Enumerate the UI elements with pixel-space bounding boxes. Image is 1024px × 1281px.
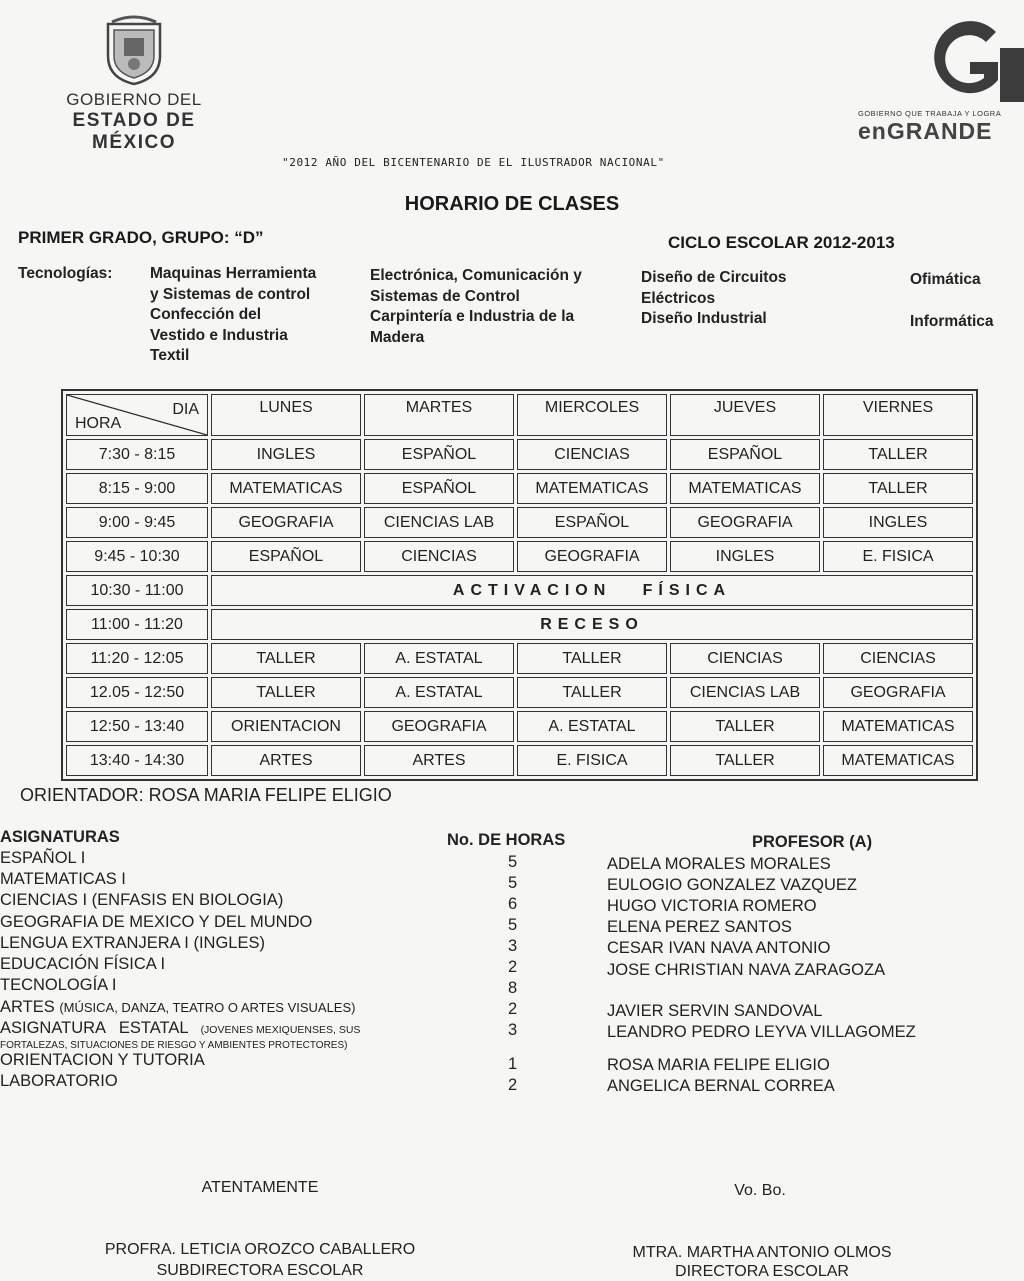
schedule-row [66,609,973,640]
gov-line-2: ESTADO DE MÉXICO [72,110,196,153]
tech-col-4 [910,270,994,332]
hours-value: 3 [508,937,518,955]
class-cell: GEOGRAFIA [211,507,361,538]
teacher-name: ANGELICA BERNAL CORREA [607,1077,835,1095]
teacher-name: ADELA MORALES MORALES [607,855,831,873]
teacher-name: JOSE CHRISTIAN NAVA ZARAGOZA [607,961,886,979]
class-cell: TALLER [211,643,361,674]
corner-hour-label: HORA [75,415,122,432]
day-header [211,394,361,436]
schedule-row [66,439,973,470]
subjects-heading: ASIGNATURAS [0,828,120,846]
day-header [517,394,667,436]
day-label: JUEVES [713,399,777,416]
hours-value: 6 [508,895,518,913]
approval-label: Vo. Bo. [734,1182,786,1199]
schedule-row [66,711,973,742]
tech-line: Eléctricos [641,289,716,307]
class-cell: INGLES [670,541,820,572]
schedule-row [66,677,973,708]
hours-value: 2 [508,1000,518,1018]
class-cell: CIENCIAS [364,541,514,572]
day-label: MIERCOLES [544,399,640,416]
time-cell: 10:30 - 11:00 [66,575,208,606]
class-cell: GEOGRAFIA [517,541,667,572]
time-cell: 9:00 - 9:45 [66,507,208,538]
teacher-name: ROSA MARIA FELIPE ELIGIO [607,1056,830,1074]
tech-line: Confección del [150,306,262,323]
grade-group: PRIMER GRADO, GRUPO: “D” [18,228,264,247]
sincerely-label: ATENTAMENTE [201,1179,319,1196]
class-cell: A. ESTATAL [517,711,667,742]
recess-span-cell: RECESO [211,609,973,640]
day-label: MARTES [405,399,473,416]
schedule-row [66,473,973,504]
tech-line: Sistemas de Control [370,287,520,305]
class-cell: ESPAÑOL [670,439,820,470]
hours-value: 5 [508,916,518,934]
class-cell: E. FISICA [517,745,667,776]
day-label: LUNES [259,399,313,416]
signer-right-name: MTRA. MARTHA ANTONIO OLMOS [632,1244,892,1261]
class-cell: INGLES [823,507,973,538]
motto: "2012 AÑO DEL BICENTENARIO DE EL ILUSTRADOR NACIONAL" [282,156,665,169]
activation-span-cell: ACTIVACION FÍSICA [211,575,973,606]
subject-name-arts [0,998,355,1017]
tech-line: Carpintería e Industria de la [370,308,575,325]
subject-name: ORIENTACION Y TUTORIA [0,1051,205,1069]
day-label: VIERNES [862,399,934,416]
tech-line: Diseño de Circuitos [641,269,787,286]
class-cell: INGLES [211,439,361,470]
class-cell: GEOGRAFIA [823,677,973,708]
class-cell: MATEMATICAS [211,473,361,504]
time-cell: 11:20 - 12:05 [66,643,208,674]
tech-line: Informática [910,312,994,330]
signer-right-role: DIRECTORA ESCOLAR [675,1263,849,1280]
hours-value: 1 [508,1055,518,1073]
class-cell: CIENCIAS [823,643,973,674]
tech-col-1 [150,264,316,367]
class-cell: ARTES [211,745,361,776]
hours-value: 5 [508,853,518,871]
schedule-row [66,507,973,538]
schedule-row [66,541,973,572]
class-cell: ARTES [364,745,514,776]
hours-heading: No. DE HORAS [447,831,566,849]
subject-name: MATEMATICAS I [0,870,126,888]
corner-cell [66,394,208,436]
class-cell: CIENCIAS LAB [364,507,514,538]
tech-line: Madera [370,328,425,346]
teacher-name: HUGO VICTORIA ROMERO [607,897,817,915]
subject-note-2: FORTALEZAS, SITUACIONES DE RIESGO Y AMBIENTES PROTECTORES) [0,1040,348,1051]
signer-left-name: PROFRA. LETICIA OROZCO CABALLERO [104,1241,416,1258]
teacher-name: EULOGIO GONZALEZ VAZQUEZ [607,876,857,894]
subject-name: GEOGRAFIA DE MEXICO Y DEL MUNDO [0,913,313,931]
schedule-row [66,745,973,776]
class-cell: E. FISICA [823,541,973,572]
class-cell: GEOGRAFIA [364,711,514,742]
day-header [823,394,973,436]
hours-value: 8 [508,979,518,997]
class-cell: ESPAÑOL [364,473,514,504]
signer-left-role: SUBDIRECTORA ESCOLAR [156,1262,364,1279]
schedule-row [66,643,973,674]
brand-name: enGRANDE [858,118,993,144]
schedule-row [66,575,973,606]
class-cell: TALLER [670,745,820,776]
teacher-name: LEANDRO PEDRO LEYVA VILLAGOMEZ [607,1023,916,1041]
class-cell: A. ESTATAL [364,643,514,674]
time-cell: 7:30 - 8:15 [66,439,208,470]
subject-name: ASIGNATURA ESTATAL [0,1019,188,1037]
brand-g-icon [926,18,1024,107]
class-cell: A. ESTATAL [364,677,514,708]
schedule-table [61,389,978,781]
teacher-name: ELENA PEREZ SANTOS [607,918,792,936]
class-cell: TALLER [823,473,973,504]
class-cell: ORIENTACION [211,711,361,742]
time-cell: 12:50 - 13:40 [66,711,208,742]
orientador: ORIENTADOR: ROSA MARIA FELIPE ELIGIO [20,785,392,805]
class-cell: MATEMATICAS [670,473,820,504]
tech-line: Electrónica, Comunicación y [370,267,582,284]
page-title: HORARIO DE CLASES [404,193,620,215]
tech-line: Vestido e Industria [150,326,288,344]
class-cell: CIENCIAS [670,643,820,674]
subject-name-state [0,1019,360,1038]
subject-name: ESPAÑOL I [0,849,86,867]
teacher-heading: PROFESOR (A) [752,833,873,851]
tech-col-3 [641,268,787,330]
day-header [670,394,820,436]
school-cycle: CICLO ESCOLAR 2012-2013 [668,233,895,252]
class-cell: TALLER [517,677,667,708]
corner-day-label: DIA [172,401,199,418]
time-cell: 13:40 - 14:30 [66,745,208,776]
tech-line: Ofimática [910,271,981,288]
subject-name: LABORATORIO [0,1072,118,1090]
state-crest-icon [98,14,170,86]
subject-name: TECNOLOGÍA I [0,976,117,994]
schedule-header-row [66,394,973,436]
class-cell: ESPAÑOL [517,507,667,538]
class-cell: GEOGRAFIA [670,507,820,538]
tech-col-2 [370,266,582,348]
time-cell: 11:00 - 11:20 [66,609,208,640]
class-cell: ESPAÑOL [364,439,514,470]
tech-line: Maquinas Herramienta [150,265,317,282]
hours-value: 5 [508,874,518,892]
hours-value: 3 [508,1021,518,1039]
class-cell: TALLER [211,677,361,708]
subject-note: (MÚSICA, DANZA, TEATRO O ARTES VISUALES) [59,1000,356,1015]
tech-label: Tecnologías: [18,265,113,282]
subject-name: EDUCACIÓN FÍSICA I [0,955,166,973]
subject-name: LENGUA EXTRANJERA I (INGLES) [0,934,265,952]
time-cell: 9:45 - 10:30 [66,541,208,572]
class-cell: ESPAÑOL [211,541,361,572]
class-cell: CIENCIAS LAB [670,677,820,708]
class-cell: CIENCIAS [517,439,667,470]
teacher-name: CESAR IVAN NAVA ANTONIO [607,939,831,957]
day-header [364,394,514,436]
class-cell: TALLER [517,643,667,674]
class-cell: TALLER [823,439,973,470]
tech-line: Diseño Industrial [641,310,767,327]
tech-line: Textil [150,347,190,364]
government-brand-logo [858,18,1024,145]
tech-line: y Sistemas de control [150,285,311,303]
time-cell: 12.05 - 12:50 [66,677,208,708]
class-cell: MATEMATICAS [823,745,973,776]
brand-slogan: GOBIERNO QUE TRABAJA Y LOGRA [858,109,1002,118]
subject-name: CIENCIAS I (ENFASIS EN BIOLOGIA) [0,891,284,909]
class-cell: MATEMATICAS [517,473,667,504]
class-cell: MATEMATICAS [823,711,973,742]
time-cell: 8:15 - 9:00 [66,473,208,504]
hours-value: 2 [508,958,518,976]
teacher-name: JAVIER SERVIN SANDOVAL [607,1002,823,1020]
subject-name: ARTES [0,998,55,1016]
class-cell: TALLER [670,711,820,742]
subject-note: (JOVENES MEXIQUENSES, SUS [200,1024,361,1036]
hours-value: 2 [508,1076,518,1094]
gov-line-1: GOBIERNO DEL [66,90,202,109]
state-logo [28,14,240,154]
